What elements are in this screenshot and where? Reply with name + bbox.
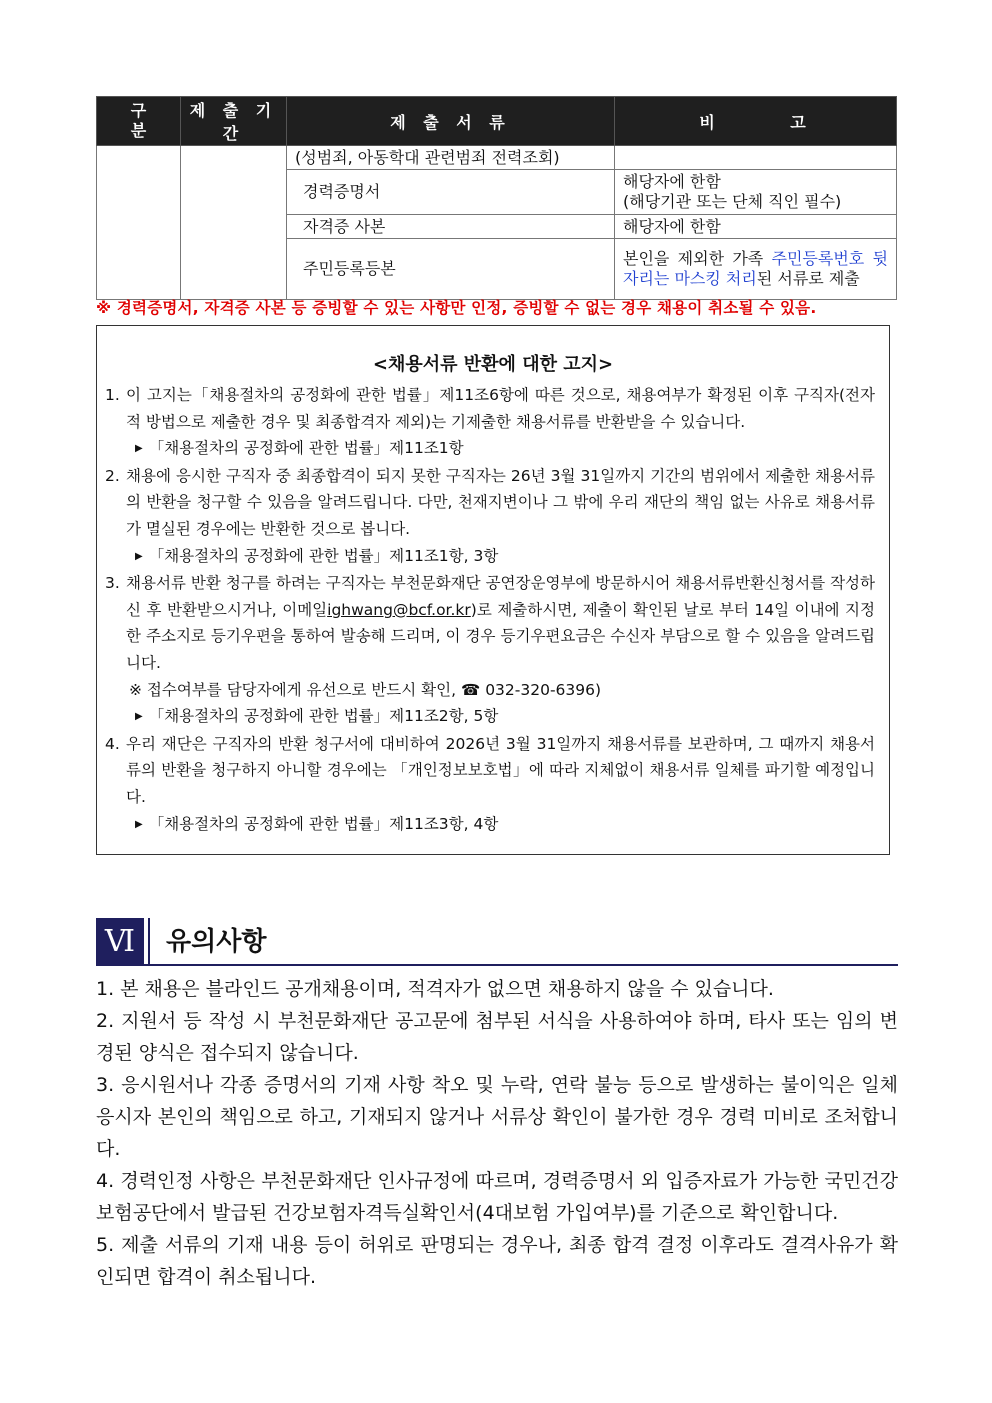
remark-line: 해당자에 한함: [623, 172, 721, 191]
law-reference-text: 「채용절차의 공정화에 관한 법률」제11조1항: [148, 439, 464, 458]
law-reference: [105, 543, 881, 571]
precaution-item: 1. 본 채용은 블라인드 공개채용이며, 적격자가 없으면 채용하지 않을 수 있습니다.: [96, 978, 774, 1000]
notice-text-part: 채용서류 반환 청구를 하려는 구직자는 부천문화재단 공연장운영부에 방문하시어 채용서류반환신청서를 작성하신 후 반환받으시거나, 이메일: [126, 574, 875, 619]
law-reference-text: 「채용절차의 공정화에 관한 법률」제11조1항, 3항: [148, 546, 499, 565]
remark-cell: 해당자에 한함: [615, 215, 897, 239]
submission-documents-table: [96, 96, 897, 300]
remark-line: (해당기관 또는 단체 직인 필수): [623, 192, 842, 211]
precaution-item: 4. 경력인정 사항은 부천문화재단 인사규정에 따르며, 경력증명서 외 입증자료가 가능한 국민건강보험공단에서 발급된 건강보험자격득실확인서(4대보험 가입여부)를 기준으로 확인합니다.: [96, 1170, 898, 1224]
notice-item: [105, 382, 881, 435]
triangle-bullet-icon: ▶: [135, 818, 143, 830]
precaution-item: 3. 응시원서나 각종 증명서의 기재 사항 착오 및 누락, 연락 불능 등으로 발생하는 불이익은 일체 응시자 본인의 책임으로 하고, 기재되지 않거나 서류상 확인이 불가한 경우 경력 미비로 조처합니다.: [96, 1074, 898, 1160]
notice-item-text: [126, 570, 881, 676]
remark-cell: [615, 239, 897, 300]
notice-item-number: 1.: [105, 386, 120, 404]
header-category-text: 구 분: [130, 101, 147, 140]
notice-item-text: 채용에 응시한 구직자 중 최종합격이 되지 못한 구직자는 26년 3월 31일까지 기간의 범위에서 제출한 채용서류의 반환을 청구할 수 있음을 알려드립니다. 다만, 천재지변이나 그 밖에 우리 재단의 책임 없는 사유로 채용서류가 멸실된 경우에는 반환한 것으로 봅니다.: [126, 466, 875, 538]
notice-item: [105, 731, 881, 811]
law-reference-text: 「채용절차의 공정화에 관한 법률」제11조2항, 5항: [148, 707, 499, 726]
law-reference: [105, 435, 881, 463]
section-divider: [148, 918, 150, 965]
law-reference: [105, 811, 881, 839]
section-underline: [96, 964, 898, 966]
document-cell: 주민등록등본: [287, 239, 615, 300]
remark-cell: [615, 146, 897, 170]
remark-text: 된 서류로 제출: [756, 269, 860, 288]
triangle-bullet-icon: ▶: [135, 443, 143, 455]
notice-item-number: 2.: [105, 466, 120, 485]
table-row: [97, 146, 897, 170]
email-link[interactable]: ighwang@bcf.or.kr: [327, 600, 471, 619]
precaution-item: 2. 지원서 등 작성 시 부천문화재단 공고문에 첨부된 서식을 사용하여야 하며, 타사 또는 임의 변경된 양식은 접수되지 않습니다.: [96, 1010, 898, 1064]
table-header-row: [97, 97, 897, 146]
document-cell: 경력증명서: [287, 170, 615, 215]
notice-title: <채용서류 반환에 대한 고지>: [372, 354, 614, 375]
document-cell: 자격증 사본: [287, 215, 615, 239]
remark-text: 본인을 제외한 가족: [623, 249, 772, 268]
precaution-item: 5. 제출 서류의 기재 내용 등이 허위로 판명되는 경우나, 최종 합격 결정 이후라도 결격사유가 확인되면 합격이 취소됩니다.: [96, 1234, 898, 1288]
notice-item-number: 3.: [105, 574, 120, 593]
phone-confirm-note: ※ 접수여부를 담당자에게 유선으로 반드시 확인, ☎ 032-320-6396): [129, 680, 602, 699]
law-reference-text: 「채용절차의 공정화에 관한 법률」제11조3항, 4항: [148, 814, 499, 833]
document-return-notice: [96, 325, 890, 855]
header-documents: 제 출 서 류: [287, 97, 615, 146]
header-category: [97, 97, 181, 146]
notice-item-text: 이 고지는「채용절차의 공정화에 관한 법률」제11조6항에 따른 것으로, 채용여부가 확정된 이후 구직자(전자적 방법으로 제출한 경우 및 최종합격자 제외)는 기제출한 채용서류를 반환받을 수 있습니다.: [126, 386, 875, 431]
document-cell: (성범죄, 아동학대 관련범죄 전력조회): [287, 146, 615, 170]
warning-note: ※ 경력증명서, 자격증 사본 등 증빙할 수 있는 사항만 인정, 증빙할 수 없는 경우 채용이 취소될 수 있음.: [96, 299, 817, 317]
notice-text-part: )로 제출하시면, 제출이 확인된 날로 부터 14일 이내에 지정한 주소지로 등기우편을 통하여 발송해 드리며, 이 경우 등기우편요금은 수신자 부담으로 할 수 있음을 알려드립니다.: [126, 600, 875, 672]
notice-body: [105, 382, 881, 838]
law-reference: [105, 703, 881, 731]
section-title: 유의사항: [166, 927, 267, 957]
notice-item: [105, 463, 881, 543]
period-cell: [181, 146, 287, 300]
triangle-bullet-icon: ▶: [135, 711, 143, 723]
notice-item-number: 4.: [105, 734, 120, 753]
category-cell: [97, 146, 181, 300]
header-period: 제 출 기 간: [181, 97, 287, 146]
remark-highlight: 주민등록번호 뒷자리는 마스킹 처리: [623, 249, 888, 288]
notice-item-text: 우리 재단은 구직자의 반환 청구서에 대비하여 2026년 3월 31일까지 채용서류를 보관하며, 그 때까지 채용서류의 반환을 청구하지 아니할 경우에는 「개인정보보호법」에 따라 지체없이 채용서류 일체를 파기할 예정입니다.: [126, 734, 875, 806]
notice-item: [105, 570, 881, 676]
remark-cell: [615, 170, 897, 215]
triangle-bullet-icon: ▶: [135, 550, 143, 562]
precautions-list: [96, 973, 898, 1293]
section-number-badge: Ⅵ: [96, 918, 144, 965]
header-remarks: [615, 97, 897, 146]
header-remarks-text: 비 고: [699, 112, 812, 132]
